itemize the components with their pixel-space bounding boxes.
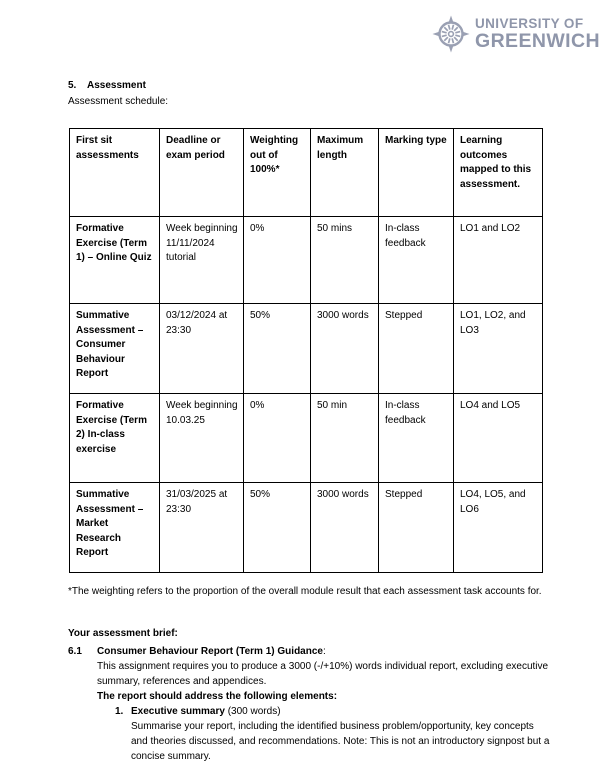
table-row — [70, 483, 543, 573]
section-6-1 — [68, 644, 560, 764]
cell-marking-type: Stepped — [379, 304, 454, 394]
section-assessment — [68, 80, 168, 107]
university-logo-text — [475, 17, 600, 51]
section-6-1-body — [97, 644, 553, 764]
header-deadline: Deadline or exam period — [160, 129, 244, 217]
header-max-length: Maximum length — [311, 129, 379, 217]
cell-assessment-name: Summative Assessment – Market Research Report — [70, 483, 160, 573]
header-first-sit: First sit assessments — [70, 129, 160, 217]
cell-learning-outcomes: LO4, LO5, and LO6 — [454, 483, 543, 573]
assessment-schedule-label: Assessment schedule: — [68, 96, 169, 107]
cell-weighting: 0% — [244, 394, 311, 483]
cell-assessment-name: Summative Assessment – Consumer Behaviour Report — [70, 304, 160, 394]
compass-rose-icon — [432, 15, 470, 53]
cell-learning-outcomes: LO1, LO2, and LO3 — [454, 304, 543, 394]
cell-learning-outcomes: LO4 and LO5 — [454, 394, 543, 483]
table-row — [70, 394, 543, 483]
cell-weighting: 0% — [244, 217, 311, 304]
cell-max-length: 50 min — [311, 394, 379, 483]
logo-line-university-of: UNIVERSITY OF — [475, 15, 584, 32]
cell-weighting: 50% — [244, 483, 311, 573]
list-item-title-suffix: (300 words) — [224, 706, 281, 717]
weighting-footnote: *The weighting refers to the proportion of the overall module result that each assessment task accounts for. — [68, 586, 542, 597]
cell-deadline: Week beginning 10.03.25 — [160, 394, 244, 483]
cell-deadline: 03/12/2024 at 23:30 — [160, 304, 244, 394]
list-item-title: Executive summary — [131, 706, 225, 717]
header-marking-type: Marking type — [379, 129, 454, 217]
section-6-1-intro: This assignment requires you to produce a 3000 (-/+10%) words individual report, excluding executive summary, references and appendices. — [97, 661, 549, 687]
cell-learning-outcomes: LO1 and LO2 — [454, 217, 543, 304]
section-6-1-title-colon: : — [322, 646, 326, 657]
section-heading — [68, 80, 168, 91]
section-title: Assessment — [87, 80, 146, 91]
cell-deadline: Week beginning 11/11/2024 tutorial — [160, 217, 244, 304]
cell-marking-type: In-class feedback — [379, 394, 454, 483]
table-header-row — [70, 129, 543, 217]
list-item-1 — [115, 704, 553, 764]
list-item-content — [131, 704, 551, 764]
section-6-1-number: 6.1 — [68, 646, 82, 657]
cell-deadline: 31/03/2025 at 23:30 — [160, 483, 244, 573]
cell-marking-type: In-class feedback — [379, 217, 454, 304]
cell-weighting: 50% — [244, 304, 311, 394]
header-learning-outcomes: Learning outcomes mapped to this assessment. — [454, 129, 543, 217]
university-logo — [432, 15, 600, 53]
logo-line-greenwich: GREENWICH — [475, 29, 600, 52]
section-number: 5. — [68, 80, 77, 91]
cell-max-length: 50 mins — [311, 217, 379, 304]
assessment-schedule-table — [69, 128, 543, 573]
section-6-1-title: Consumer Behaviour Report (Term 1) Guidance — [97, 646, 323, 657]
table-row — [70, 304, 543, 394]
header-weighting: Weighting out of 100%* — [244, 129, 311, 217]
assessment-brief-heading: Your assessment brief: — [68, 628, 178, 639]
cell-marking-type: Stepped — [379, 483, 454, 573]
cell-max-length: 3000 words — [311, 304, 379, 394]
section-6-1-title-line — [97, 644, 553, 659]
cell-max-length: 3000 words — [311, 483, 379, 573]
cell-assessment-name: Formative Exercise (Term 2) In-class exercise — [70, 394, 160, 483]
elements-heading: The report should address the following elements: — [97, 691, 338, 702]
list-item-body: Summarise your report, including the identified business problem/opportunity, key concepts and theories discussed, and recommendations. Note: This is not an introductory signpost but a concise summary. — [131, 721, 550, 762]
table-row — [70, 217, 543, 304]
list-item-number: 1. — [115, 706, 124, 717]
cell-assessment-name: Formative Exercise (Term 1) – Online Quiz — [70, 217, 160, 304]
